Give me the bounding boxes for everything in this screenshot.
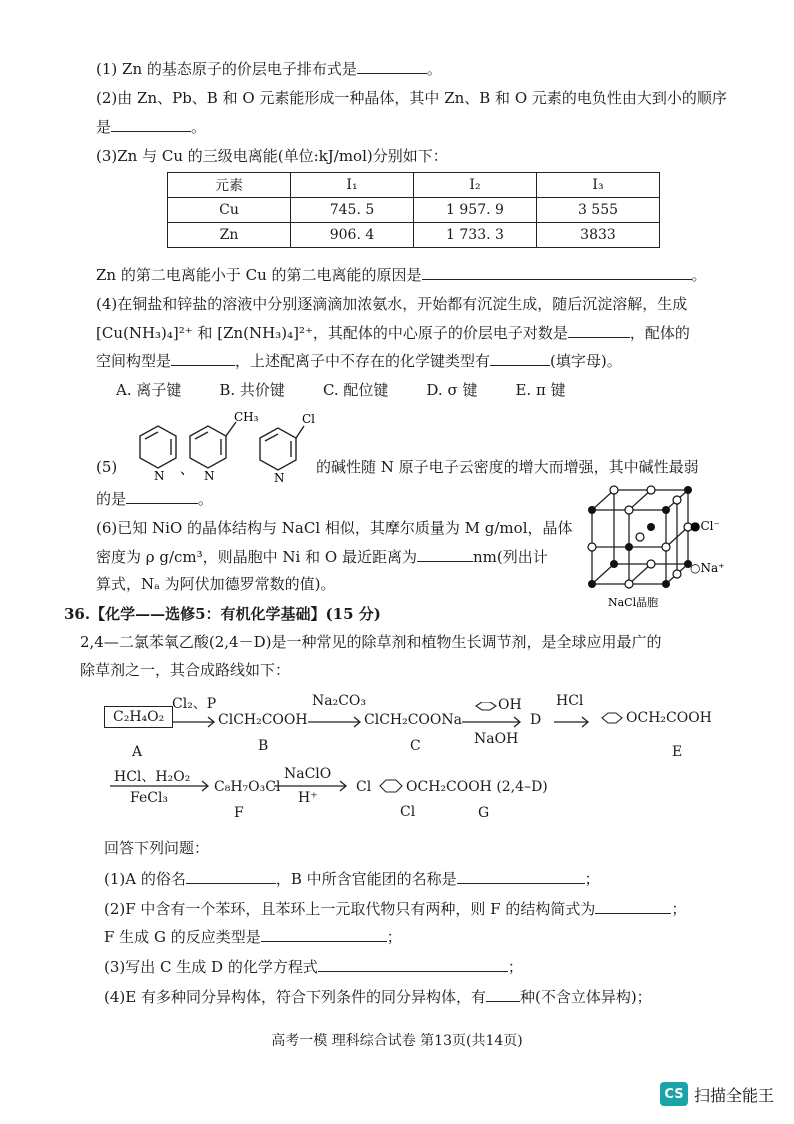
ch3-label: CH₃ (234, 410, 259, 424)
p4-text-b: 种(不含立体异构)； (519, 988, 652, 1006)
option-a: A. 离子键 (116, 381, 182, 399)
label-f: F (234, 805, 244, 821)
q1-blank (357, 58, 427, 74)
p2-text-d: ； (386, 928, 402, 946)
q1-line (96, 58, 442, 79)
reagent-5-top: HCl、H₂O₂ (114, 769, 191, 785)
q4-text-a: [Cu(NH₃)₄]²⁺ 和 [Zn(NH₃)₄]²⁺，其配体的中心原子的价层电子对数是 (96, 324, 568, 342)
q6-line3: 算式，Nₐ 为阿伏加德罗常数的值)。 (96, 575, 336, 593)
compound-b: ClCH₂COOH (218, 712, 308, 728)
p3-blank (318, 956, 508, 972)
g-cl2: Cl (400, 804, 416, 820)
table-cell: Cu (168, 198, 291, 223)
q36-p2b (104, 926, 402, 947)
scanner-watermark (660, 1082, 774, 1106)
separator: 、 (180, 462, 194, 478)
q3-end: 。 (691, 266, 707, 284)
q6-line2 (96, 546, 548, 567)
p3-text-a: (3)写出 C 生成 D 的化学方程式 (104, 958, 318, 976)
q5-end: 。 (198, 490, 214, 508)
table-row (168, 223, 660, 248)
q4-line1: (4)在铜盐和锌盐的溶液中分别逐滴滴加浓氨水，开始都有沉淀生成，随后沉淀溶解，生成 (96, 295, 688, 313)
q36-p1 (104, 868, 600, 889)
q4-text-c: 空间构型是 (96, 352, 172, 370)
p4-blank (486, 986, 520, 1002)
q6-line1: (6)已知 NiO 的晶体结构与 NaCl 相似，其摩尔质量为 M g/mol，晶体 (96, 519, 573, 537)
table-cell: 745. 5 (291, 198, 414, 223)
q6-blank (417, 546, 473, 562)
table-header-row (168, 173, 660, 198)
q36-p3 (104, 956, 523, 977)
q2-pre: 是 (96, 118, 112, 136)
q2-line1: (2)由 Zn、Pb、B 和 O 元素能形成一种晶体，其中 Zn、B 和 O 元素的电负性由大到小的顺序 (96, 89, 727, 107)
compound-d: D (530, 712, 542, 728)
q5-blank (126, 488, 198, 504)
p4-text-a: (4)E 有多种同分异构体，符合下列条件的同分异构体，有 (104, 988, 486, 1006)
q3-reason-text: Zn 的第二电离能小于 Cu 的第二电离能的原因是 (96, 266, 422, 284)
q36-intro1: 2,4—二氯苯氧乙酸(2,4－D)是一种常见的除草剂和植物生长调节剂，是全球应用最广的 (80, 633, 662, 651)
q3-reason (96, 264, 707, 285)
reagent-3-bottom: NaOH (474, 731, 519, 747)
n-label: N (154, 469, 165, 483)
legend-cl: ●Cl⁻ (690, 519, 720, 533)
q4-text-b: ，配体的 (629, 324, 690, 342)
page-footer: 高考一模 理科综合试卷 第13页(共14页) (271, 1033, 523, 1049)
reagent-3-top: OH (498, 697, 522, 713)
answer-intro: 回答下列问题： (104, 839, 210, 857)
q4-line2 (96, 322, 690, 343)
q36-p4 (104, 986, 652, 1007)
reagent-4: HCl (556, 693, 584, 709)
table-header: I₁ (291, 173, 414, 198)
table-cell: Zn (168, 223, 291, 248)
q4-text-e: (填字母)。 (550, 352, 622, 370)
reagent-1: Cl₂、P (172, 696, 217, 712)
q1-end: 。 (426, 60, 442, 78)
q6-text-b: nm(列出计 (472, 548, 548, 566)
q5-num: (5) (96, 458, 118, 476)
watermark-text: 扫描全能王 (694, 1085, 775, 1105)
compound-e: OCH₂COOH (626, 710, 712, 726)
p2-text-c: F 生成 G 的反应类型是 (104, 928, 261, 946)
p2-blank1 (595, 898, 671, 914)
q5-pre: 的是 (96, 490, 127, 508)
option-e: E. π 键 (515, 381, 566, 399)
compound-c: ClCH₂COONa (364, 712, 462, 728)
table-header: I₂ (414, 173, 537, 198)
label-c: C (410, 738, 421, 754)
table-cell: 3 555 (537, 198, 660, 223)
p1-text-a: (1)A 的俗名 (104, 870, 186, 888)
label-e: E (672, 744, 683, 760)
p1-text-b: ，B 中所含官能团的名称是 (275, 870, 457, 888)
pyridine-structures (118, 408, 318, 484)
nacl-unit-cell (578, 482, 728, 612)
p2-text-a: (2)F 中含有一个苯环，且苯环上一元取代物只有两种，则 F 的结构简式为 (104, 900, 596, 918)
table-cell: 3833 (537, 223, 660, 248)
q3-blank (422, 264, 692, 280)
legend-na: ○Na⁺ (690, 561, 725, 575)
camscanner-logo: CS (660, 1082, 688, 1106)
label-a: A (132, 744, 143, 760)
table-cell: 1 733. 3 (414, 223, 537, 248)
q4-blank2 (171, 350, 235, 366)
q3-intro: (3)Zn 与 Cu 的三级电离能(单位:kJ/mol)分别如下： (96, 147, 448, 165)
p3-text-b: ； (507, 958, 523, 976)
q2-end: 。 (191, 118, 207, 136)
reagent-6-top: NaClO (284, 766, 332, 782)
q4-blank3 (490, 350, 550, 366)
q36-p2 (104, 898, 686, 919)
table-cell: 1 957. 9 (414, 198, 537, 223)
n-label: N (274, 471, 285, 484)
p1-text-c: ； (584, 870, 600, 888)
option-d: D. σ 键 (426, 381, 478, 399)
q2-blank (111, 116, 191, 132)
q4-blank1 (568, 322, 630, 338)
q1-text: (1) Zn 的基态原子的价层电子排布式是 (96, 60, 357, 78)
q2-line2 (96, 116, 206, 137)
q5-line2 (96, 488, 213, 509)
label-g: G (478, 805, 490, 821)
q36-header: 36.【化学——选修5：有机化学基础】(15 分) (64, 605, 381, 623)
p1-blank1 (186, 868, 276, 884)
label-b: B (258, 738, 269, 754)
option-c: C. 配位键 (322, 381, 389, 399)
p2-text-b: ； (671, 900, 687, 918)
compound-g: OCH₂COOH (2,4–D) (406, 779, 548, 795)
compound-f: C₈H₇O₃Cl (214, 779, 281, 795)
n-label: N (204, 469, 215, 483)
q4-line3 (96, 350, 622, 371)
compound-a: C₂H₄O₂ (104, 706, 173, 728)
q5-text: 的碱性随 N 原子电子云密度的增大而增强，其中碱性最弱 (316, 458, 699, 476)
table-row (168, 198, 660, 223)
option-b: B. 共价键 (219, 381, 285, 399)
reagent-5-bottom: FeCl₃ (130, 790, 169, 806)
q36-intro2: 除草剂之一，其合成路线如下： (80, 661, 291, 679)
reagent-2: Na₂CO₃ (312, 693, 367, 709)
nacl-caption: NaCl晶胞 (608, 596, 659, 609)
q4-text-d: ，上述配离子中不存在的化学键类型有 (235, 352, 491, 370)
reagent-6-bottom: H⁺ (298, 790, 318, 806)
p2-blank2 (261, 926, 387, 942)
q6-text-a: 密度为 ρ g/cm³，则晶胞中 Ni 和 O 最近距离为 (96, 548, 417, 566)
p1-blank2 (457, 868, 585, 884)
table-header: 元素 (168, 173, 291, 198)
cl-label: Cl (302, 412, 316, 426)
g-cl1: Cl (356, 779, 372, 795)
table-header: I₃ (537, 173, 660, 198)
ionization-table (167, 172, 660, 248)
q4-options (116, 380, 604, 400)
table-cell: 906. 4 (291, 223, 414, 248)
